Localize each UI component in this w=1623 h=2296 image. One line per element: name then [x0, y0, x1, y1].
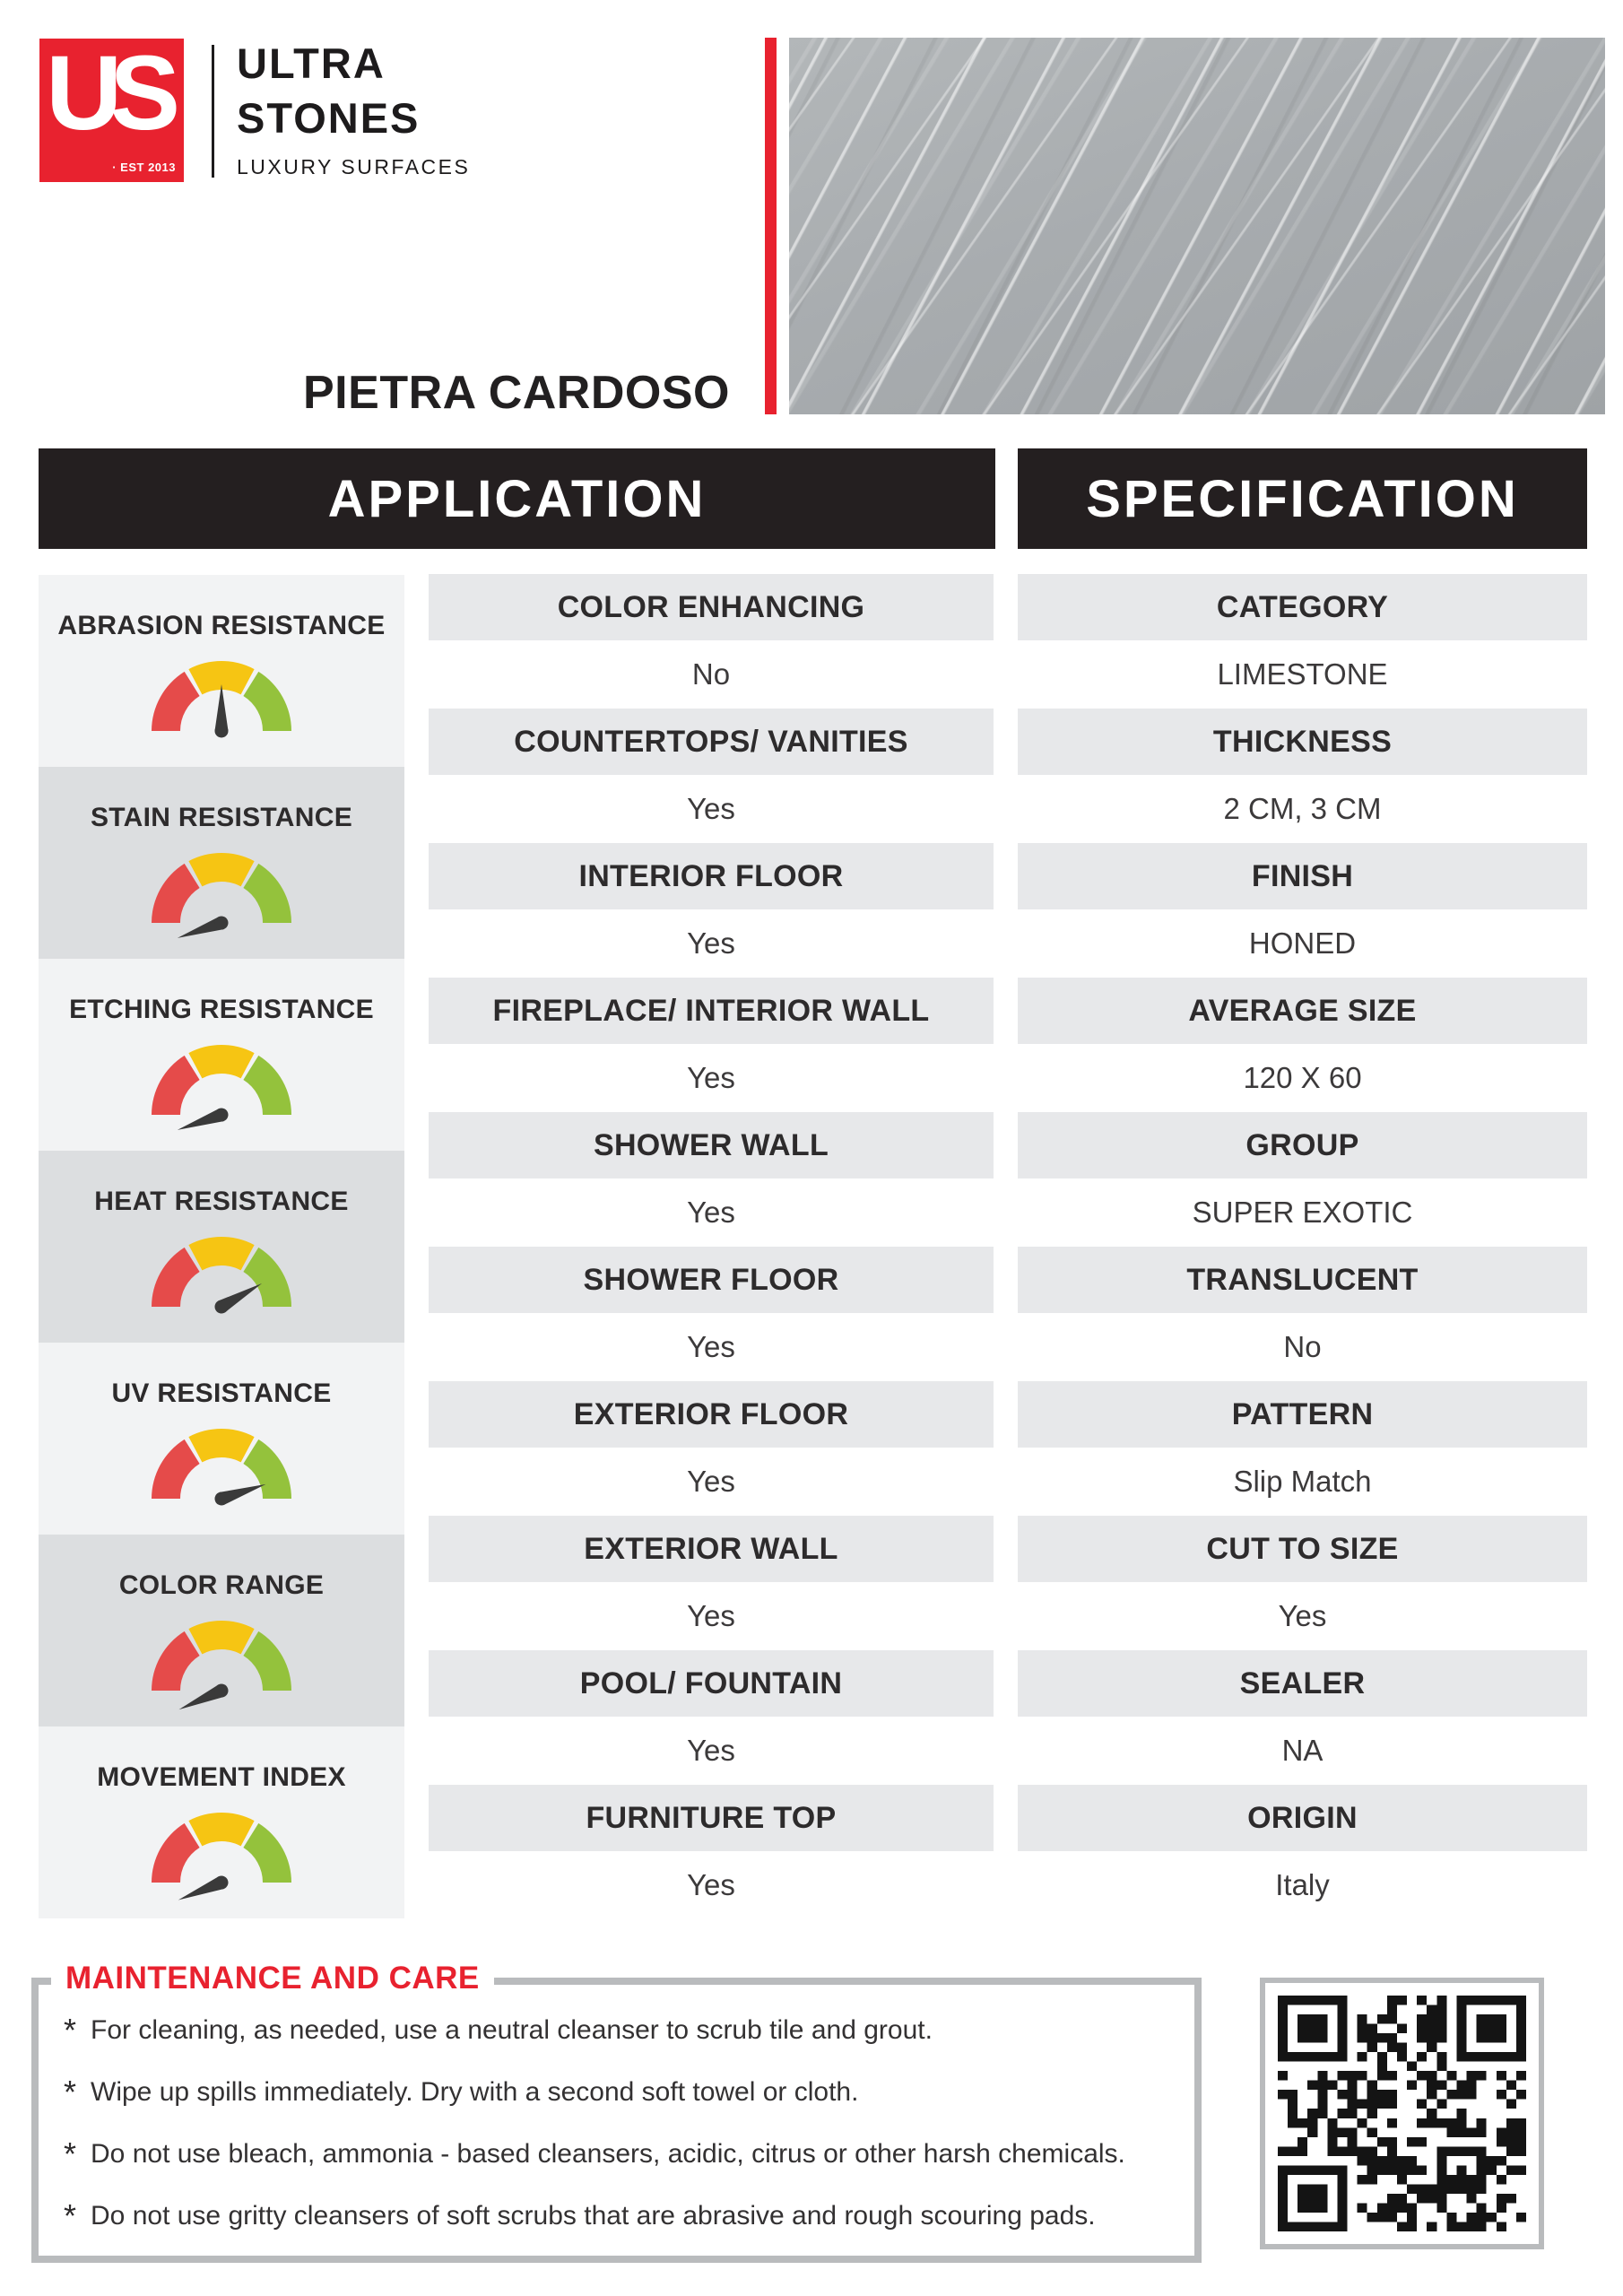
specification-row-value: 120 X 60: [1018, 1044, 1587, 1112]
specification-row-label: THICKNESS: [1018, 709, 1587, 775]
specification-row-label: SEALER: [1018, 1650, 1587, 1717]
gauge-icon: [145, 1610, 298, 1710]
application-section-title: APPLICATION: [327, 469, 707, 528]
gauge-icon: [145, 1034, 298, 1135]
list-item: [64, 2075, 1176, 2109]
asterisk-bullet-icon: *: [64, 2074, 77, 2110]
gauge-block-etching: [39, 959, 404, 1151]
gauge-label: MOVEMENT INDEX: [97, 1762, 346, 1792]
gauge-icon: [145, 1418, 298, 1518]
application-row-label: SHOWER FLOOR: [429, 1247, 994, 1313]
application-row-value: Yes: [429, 1178, 994, 1247]
maintenance-care-box: [31, 1961, 1202, 2263]
brand-name: [237, 36, 470, 179]
application-row-label: SHOWER WALL: [429, 1112, 994, 1178]
gauge-label: ABRASION RESISTANCE: [57, 611, 386, 640]
specification-row-value: Italy: [1018, 1851, 1587, 1919]
application-row-value: Yes: [429, 1448, 994, 1516]
application-row-label: EXTERIOR FLOOR: [429, 1381, 994, 1448]
gauge-label: COLOR RANGE: [118, 1570, 325, 1600]
specification-section-title: SPECIFICATION: [1086, 469, 1519, 528]
specification-row-value: HONED: [1018, 909, 1587, 978]
application-row-value: Yes: [429, 1851, 994, 1919]
specification-table: [1018, 574, 1587, 1919]
application-row-label: POOL/ FOUNTAIN: [429, 1650, 994, 1717]
gauge-label: STAIN RESISTANCE: [90, 803, 353, 832]
maintenance-bullet-text: For cleaning, as needed, use a neutral cleanser to scrub tile and grout.: [91, 2015, 933, 2045]
gauge-needle-icon: [176, 1874, 230, 1906]
qr-code-icon: [1278, 1996, 1526, 2231]
list-item: [64, 2137, 1176, 2171]
gauge-needle-icon: [215, 684, 229, 738]
title-accent-bar: [765, 38, 777, 414]
specification-row-label: AVERAGE SIZE: [1018, 978, 1587, 1044]
specification-row-value: No: [1018, 1313, 1587, 1381]
gauge-icon: [145, 1802, 298, 1902]
specification-row-value: LIMESTONE: [1018, 640, 1587, 709]
gauge-icon: [145, 1226, 298, 1326]
stone-sample-image: [789, 38, 1605, 414]
specification-row-value: SUPER EXOTIC: [1018, 1178, 1587, 1247]
application-table: [429, 574, 994, 1919]
gauge-label: HEAT RESISTANCE: [94, 1187, 349, 1216]
gauge-block-uv: [39, 1343, 404, 1535]
application-row-value: Yes: [429, 1044, 994, 1112]
asterisk-bullet-icon: *: [64, 2012, 77, 2048]
specification-row-value: 2 CM, 3 CM: [1018, 775, 1587, 843]
list-item: [64, 2013, 1176, 2048]
specification-row-label: FINISH: [1018, 843, 1587, 909]
application-row-value: Yes: [429, 1582, 994, 1650]
specification-row-value: Yes: [1018, 1582, 1587, 1650]
maintenance-bullet-text: Wipe up spills immediately. Dry with a second soft towel or cloth.: [91, 2077, 859, 2107]
gauge-block-movement: [39, 1726, 404, 1918]
specification-row-label: GROUP: [1018, 1112, 1587, 1178]
specification-row-label: PATTERN: [1018, 1381, 1587, 1448]
maintenance-bullet-text: Do not use bleach, ammonia - based cleansers, acidic, citrus or other harsh chemicals.: [91, 2139, 1125, 2169]
application-row-value: Yes: [429, 1313, 994, 1381]
brand-tagline: LUXURY SURFACES: [237, 155, 471, 178]
maintenance-bullet-text: Do not use gritty cleansers of soft scrubs that are abrasive and rough scouring pads.: [91, 2201, 1096, 2231]
specification-section-header: [1018, 448, 1587, 549]
gauge-label: UV RESISTANCE: [111, 1378, 332, 1408]
gauge-needle-icon: [175, 1106, 230, 1136]
application-row-label: COUNTERTOPS/ VANITIES: [429, 709, 994, 775]
application-row-value: Yes: [429, 1717, 994, 1785]
specification-row-label: ORIGIN: [1018, 1785, 1587, 1851]
application-row-value: Yes: [429, 909, 994, 978]
qr-code: [1260, 1978, 1544, 2249]
application-row-label: FURNITURE TOP: [429, 1785, 994, 1851]
gauge-block-abrasion: [39, 575, 404, 767]
maintenance-care-title: MAINTENANCE AND CARE: [51, 1961, 494, 1996]
specification-row-label: CUT TO SIZE: [1018, 1516, 1587, 1582]
specification-row-label: CATEGORY: [1018, 574, 1587, 640]
gauge-block-color-range: [39, 1535, 404, 1726]
application-row-label: COLOR ENHANCING: [429, 574, 994, 640]
application-section-header: [39, 448, 995, 549]
specification-row-label: TRANSLUCENT: [1018, 1247, 1587, 1313]
specification-row-value: NA: [1018, 1717, 1587, 1785]
gauge-icon: [145, 650, 298, 751]
application-row-label: INTERIOR FLOOR: [429, 843, 994, 909]
application-row-value: No: [429, 640, 994, 709]
performance-gauge-column: [39, 575, 404, 1918]
specification-row-value: Slip Match: [1018, 1448, 1587, 1516]
brand-logo: [39, 34, 184, 182]
application-row-label: EXTERIOR WALL: [429, 1516, 994, 1582]
page-title: PIETRA CARDOSO: [303, 367, 730, 419]
gauge-block-heat: [39, 1151, 404, 1343]
application-row-label: FIREPLACE/ INTERIOR WALL: [429, 978, 994, 1044]
brand-name-line2: STONES: [237, 94, 421, 142]
maintenance-care-list: [64, 2013, 1176, 2261]
logo-monogram: US: [46, 34, 169, 152]
logo-divider: [212, 45, 214, 178]
brand-name-line1: ULTRA: [237, 39, 386, 87]
gauge-needle-icon: [176, 1682, 230, 1716]
gauge-needle-icon: [175, 914, 230, 944]
logo-est-label: · EST 2013: [112, 161, 176, 174]
asterisk-bullet-icon: *: [64, 2197, 77, 2234]
list-item: [64, 2199, 1176, 2233]
gauge-icon: [145, 842, 298, 943]
gauge-label: ETCHING RESISTANCE: [69, 995, 374, 1024]
gauge-block-stain: [39, 767, 404, 959]
asterisk-bullet-icon: *: [64, 2135, 77, 2172]
application-row-value: Yes: [429, 775, 994, 843]
